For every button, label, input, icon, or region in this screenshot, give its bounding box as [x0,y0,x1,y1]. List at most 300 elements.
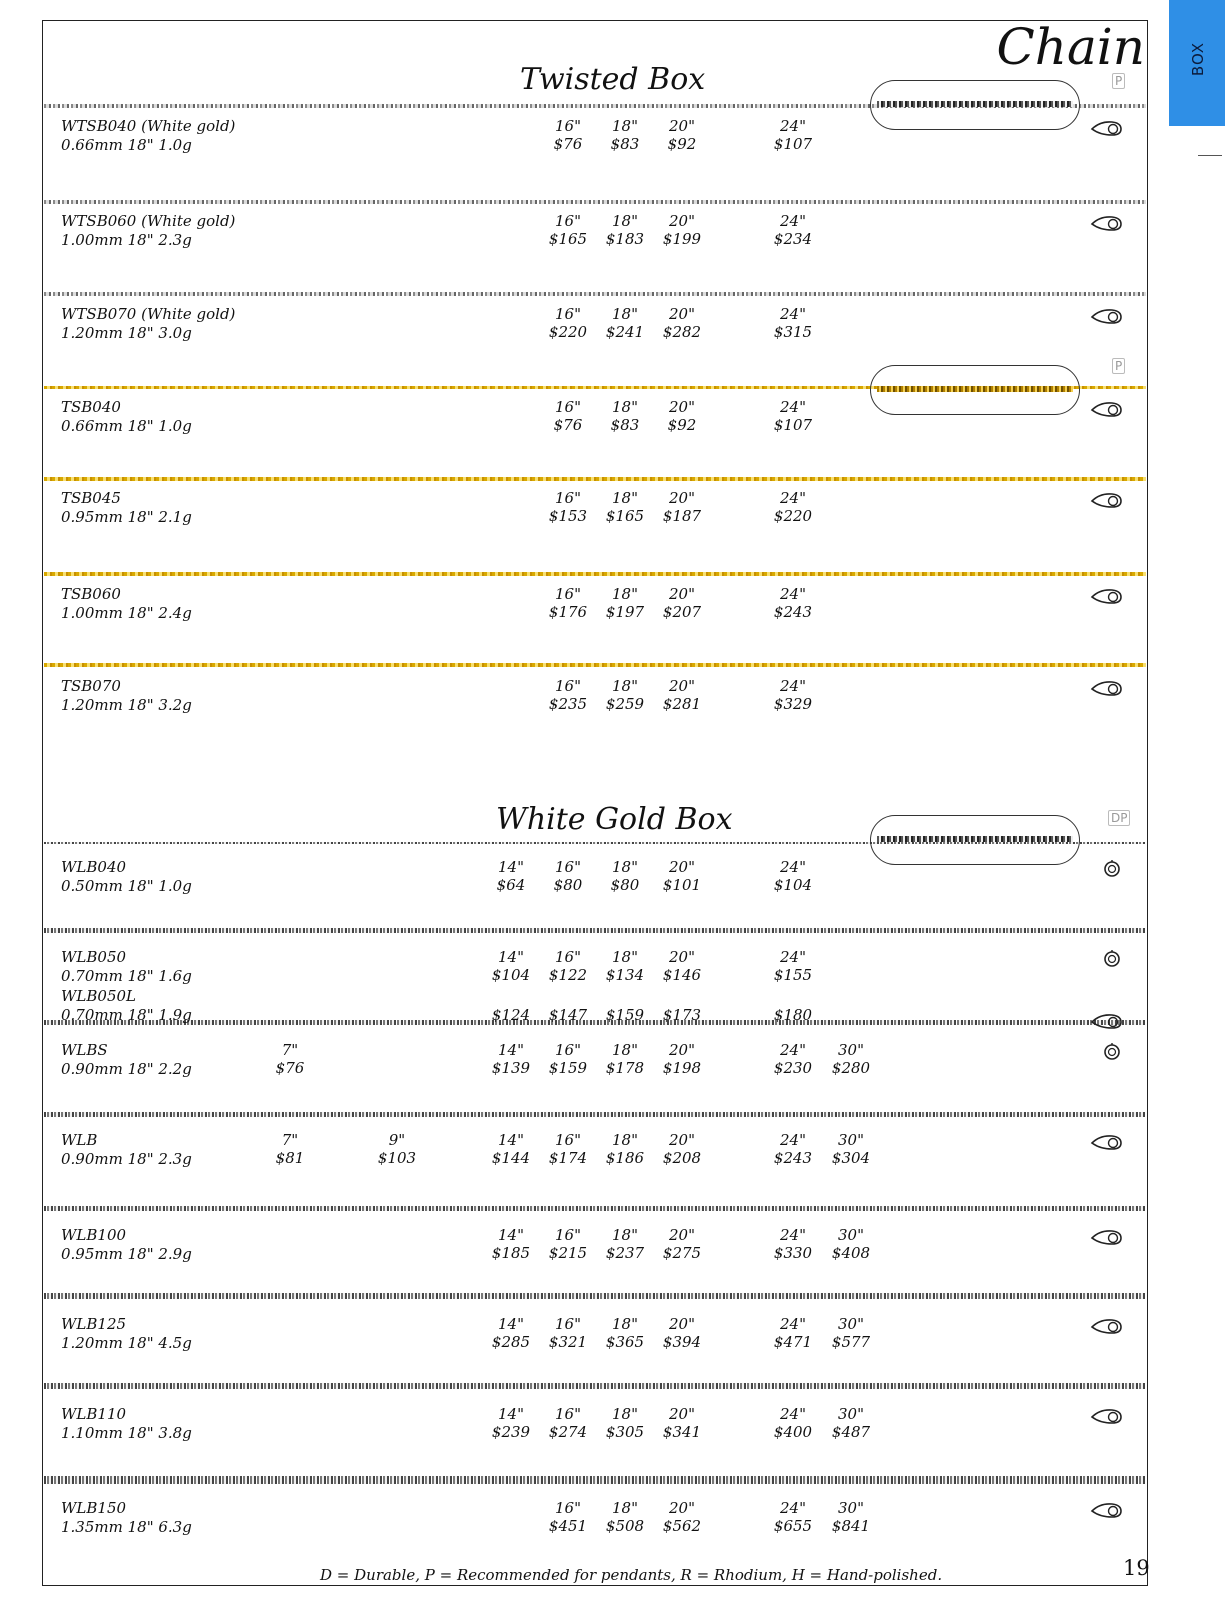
price-cell [538,1006,598,1024]
spring-ring-clasp-icon [1090,860,1124,878]
price-value: $220 [773,507,813,525]
product-spec: 1.20mm 18" 4.5g [61,1334,192,1352]
lobster-clasp-icon [1090,587,1124,605]
category-tab [1169,0,1225,126]
price-value: $107 [773,135,813,153]
price-value: $408 [831,1244,871,1262]
spring-ring-clasp-icon [1090,950,1124,968]
chain-strand [44,663,1146,667]
length-label: 24" [780,398,806,416]
price-value: $305 [605,1423,645,1441]
price-value: $186 [605,1149,645,1167]
length-label: 18" [612,1226,638,1244]
product-row [0,1405,1225,1445]
price-cell [652,677,712,713]
price-cell [763,1006,823,1024]
length-label: 16" [555,1131,581,1149]
section-title-twisted-box: Twisted Box [520,62,706,97]
price-value: $315 [773,323,813,341]
price-value: $176 [548,603,588,621]
price-cell [652,305,712,341]
page-title: Chain [996,18,1145,76]
length-label: 16" [555,489,581,507]
length-label: 24" [780,858,806,876]
price-cell [763,1499,823,1535]
price-cell [538,677,598,713]
price-cell [538,1315,598,1351]
price-value: $365 [605,1333,645,1351]
length-label: 24" [780,305,806,323]
product-spec: 0.95mm 18" 2.9g [61,1245,192,1263]
price-cell [821,1499,881,1535]
price-value: $165 [605,507,645,525]
product-spec: 0.66mm 18" 1.0g [61,136,192,154]
lobster-clasp-icon [1090,119,1124,137]
price-cell [763,858,823,894]
length-label: 18" [612,117,638,135]
price-cell [538,212,598,248]
lobster-clasp-icon [1090,400,1124,418]
price-value: $101 [662,876,702,894]
length-label: 30" [838,1131,864,1149]
price-value: $197 [605,603,645,621]
price-value: $64 [496,876,526,894]
price-value: $107 [773,416,813,434]
price-cell [652,489,712,525]
price-cell [595,398,655,434]
length-label: 20" [669,1226,695,1244]
price-cell [763,1131,823,1167]
length-label: 20" [669,1315,695,1333]
length-label: 20" [669,677,695,695]
price-cell [652,585,712,621]
price-cell [821,1315,881,1351]
price-cell [763,1405,823,1441]
product-code: WLBS [61,1041,108,1059]
price-cell [763,489,823,525]
chain-strand [44,1383,1146,1389]
length-label: 20" [669,489,695,507]
length-label: 18" [612,305,638,323]
price-value: $103 [377,1149,417,1167]
length-label: 18" [612,948,638,966]
chain-strand [44,1112,1146,1117]
length-label: 14" [498,1041,524,1059]
length-label: 16" [555,212,581,230]
product-code: WLB150 [61,1499,127,1517]
length-label: 16" [555,1315,581,1333]
length-label: 16" [555,305,581,323]
price-cell [652,1499,712,1535]
price-cell [538,1499,598,1535]
price-cell [260,1131,320,1167]
product-code: WTSB060 (White gold) [61,212,236,230]
product-row [0,1226,1225,1266]
length-label: 24" [780,1131,806,1149]
product-code: WLB [61,1131,98,1149]
length-label: 16" [555,117,581,135]
product-code: WLB050L [61,987,136,1005]
price-value: $159 [605,1006,645,1024]
price-cell [763,677,823,713]
price-value: $199 [662,230,702,248]
length-label: 16" [555,1041,581,1059]
length-label: 18" [612,398,638,416]
product-row [0,212,1225,252]
price-value: $237 [605,1244,645,1262]
product-row [0,1041,1225,1081]
price-value: $239 [491,1423,531,1441]
length-label: 9" [388,1131,406,1149]
length-label: 14" [498,1131,524,1149]
price-value: $208 [662,1149,702,1167]
length-label: 18" [612,1315,638,1333]
price-cell [652,1131,712,1167]
price-value: $841 [831,1517,871,1535]
price-value: $451 [548,1517,588,1535]
price-cell [595,1315,655,1351]
product-code: WLB040 [61,858,127,876]
price-value: $134 [605,966,645,984]
price-cell [260,1041,320,1077]
length-label: 24" [780,1405,806,1423]
chain-strand [44,477,1146,481]
price-cell [652,117,712,153]
product-spec: 1.20mm 18" 3.0g [61,324,192,342]
price-value: $165 [548,230,588,248]
product-code: WLB125 [61,1315,127,1333]
length-label: 24" [780,1041,806,1059]
price-value: $147 [548,1006,588,1024]
lobster-clasp-icon [1090,307,1124,325]
price-cell [481,1006,541,1024]
page-number: 19 [1123,1556,1150,1580]
lobster-clasp-icon [1090,1317,1124,1335]
price-cell [538,117,598,153]
section-badge: DP [1108,810,1130,826]
price-cell [538,1041,598,1077]
length-label: 18" [612,677,638,695]
price-value: $159 [548,1059,588,1077]
product-row [0,489,1225,529]
product-spec: 1.10mm 18" 3.8g [61,1424,192,1442]
price-cell [595,117,655,153]
length-label: 16" [555,948,581,966]
product-code: WLB110 [61,1405,127,1423]
price-value: $329 [773,695,813,713]
length-label: 14" [498,858,524,876]
product-spec: 0.90mm 18" 2.3g [61,1150,192,1168]
product-row [0,677,1225,717]
price-value: $139 [491,1059,531,1077]
price-value: $92 [667,135,697,153]
length-label: 20" [669,212,695,230]
product-code: TSB070 [61,677,121,695]
length-label: 20" [669,858,695,876]
price-cell [538,305,598,341]
price-value: $243 [773,1149,813,1167]
spring-ring-clasp-icon [1090,1043,1124,1061]
lobster-clasp-icon [1090,1133,1124,1151]
price-cell [595,1499,655,1535]
price-cell [652,858,712,894]
price-cell [652,948,712,984]
product-row [0,305,1225,345]
price-value: $321 [548,1333,588,1351]
price-value: $76 [553,135,583,153]
price-value: $122 [548,966,588,984]
chain-strand [44,1293,1146,1299]
length-label: 20" [669,398,695,416]
price-cell [595,1006,655,1024]
length-label: 24" [780,212,806,230]
price-value: $180 [773,1006,813,1024]
price-cell [595,1226,655,1262]
price-cell [481,1041,541,1077]
price-value: $341 [662,1423,702,1441]
price-cell [652,1315,712,1351]
product-spec: 0.70mm 18" 1.6g [61,967,192,985]
price-cell [481,1315,541,1351]
product-row [0,987,1225,1027]
price-value: $230 [773,1059,813,1077]
product-spec: 0.66mm 18" 1.0g [61,417,192,435]
section-title-white-gold-box: White Gold Box [496,802,733,837]
product-code: TSB045 [61,489,121,507]
lobster-clasp-icon [1090,1407,1124,1425]
price-value: $241 [605,323,645,341]
product-code: TSB060 [61,585,121,603]
price-value: $304 [831,1149,871,1167]
price-value: $207 [662,603,702,621]
length-label: 16" [555,858,581,876]
length-label: 30" [838,1405,864,1423]
length-label: 16" [555,1226,581,1244]
price-value: $274 [548,1423,588,1441]
product-row [0,948,1225,988]
price-value: $144 [491,1149,531,1167]
length-label: 16" [555,398,581,416]
length-label: 14" [498,1226,524,1244]
price-cell [821,1131,881,1167]
product-code: WTSB040 (White gold) [61,117,236,135]
price-cell [595,305,655,341]
product-row [0,1499,1225,1539]
length-label: 14" [498,1405,524,1423]
price-value: $275 [662,1244,702,1262]
price-cell [538,1131,598,1167]
section-badge: P [1112,73,1125,89]
product-row [0,117,1225,157]
product-spec: 1.35mm 18" 6.3g [61,1518,192,1536]
price-cell [652,212,712,248]
price-cell [821,1405,881,1441]
length-label: 30" [838,1041,864,1059]
length-label: 30" [838,1499,864,1517]
length-label: 24" [780,1315,806,1333]
price-value: $655 [773,1517,813,1535]
price-value: $80 [553,876,583,894]
price-cell [763,948,823,984]
chain-strand [44,292,1146,296]
price-cell [763,1315,823,1351]
price-cell [652,1405,712,1441]
price-value: $508 [605,1517,645,1535]
price-cell [481,948,541,984]
price-cell [652,1006,712,1024]
length-label: 30" [838,1315,864,1333]
price-cell [595,677,655,713]
price-cell [595,948,655,984]
price-cell [763,212,823,248]
price-value: $178 [605,1059,645,1077]
price-value: $146 [662,966,702,984]
price-value: $577 [831,1333,871,1351]
price-value: $259 [605,695,645,713]
product-spec: 1.00mm 18" 2.4g [61,604,192,622]
product-spec: 0.70mm 18" 1.9g [61,1006,192,1024]
length-label: 20" [669,1041,695,1059]
price-cell [652,398,712,434]
product-row [0,1131,1225,1171]
length-label: 24" [780,1499,806,1517]
length-label: 18" [612,585,638,603]
price-value: $173 [662,1006,702,1024]
price-value: $153 [548,507,588,525]
price-value: $83 [610,416,640,434]
product-spec: 1.00mm 18" 2.3g [61,231,192,249]
price-cell [595,1041,655,1077]
price-cell [652,1041,712,1077]
price-value: $243 [773,603,813,621]
price-value: $76 [275,1059,305,1077]
price-value: $155 [773,966,813,984]
tab-label: BOX [1189,41,1208,77]
price-cell [538,585,598,621]
price-value: $220 [548,323,588,341]
chain-strand [44,1476,1146,1484]
price-cell [481,1131,541,1167]
legend: D = Durable, P = Recommended for pendants, R = Rhodium, H = Hand-polished. [320,1566,943,1584]
length-label: 18" [612,1405,638,1423]
price-value: $285 [491,1333,531,1351]
price-cell [763,117,823,153]
length-label: 7" [281,1041,299,1059]
chain-strand [44,928,1146,933]
price-value: $124 [491,1006,531,1024]
length-label: 20" [669,948,695,966]
price-value: $215 [548,1244,588,1262]
price-cell [538,489,598,525]
price-value: $394 [662,1333,702,1351]
chain-strand [44,572,1146,576]
price-value: $280 [831,1059,871,1077]
product-code: WLB050 [61,948,127,966]
price-cell [821,1041,881,1077]
lobster-clasp-icon [1090,1501,1124,1519]
length-label: 18" [612,858,638,876]
price-cell [538,398,598,434]
price-value: $174 [548,1149,588,1167]
price-cell [538,1226,598,1262]
price-value: $81 [275,1149,305,1167]
price-value: $80 [610,876,640,894]
length-label: 20" [669,1499,695,1517]
product-row [0,858,1225,898]
length-label: 16" [555,1405,581,1423]
lobster-clasp-icon [1090,1228,1124,1246]
length-label: 24" [780,117,806,135]
length-label: 18" [612,1131,638,1149]
price-cell [763,585,823,621]
price-value: $487 [831,1423,871,1441]
price-value: $187 [662,507,702,525]
length-label: 16" [555,677,581,695]
price-cell [481,1226,541,1262]
length-label: 18" [612,1499,638,1517]
price-value: $104 [773,876,813,894]
price-cell [595,489,655,525]
price-cell [481,858,541,894]
lobster-clasp-icon [1090,679,1124,697]
price-value: $104 [491,966,531,984]
length-label: 30" [838,1226,864,1244]
length-label: 18" [612,489,638,507]
price-cell [538,948,598,984]
length-label: 18" [612,212,638,230]
price-value: $562 [662,1517,702,1535]
length-label: 16" [555,1499,581,1517]
price-value: $185 [491,1244,531,1262]
product-spec: 0.50mm 18" 1.0g [61,877,192,895]
product-spec: 0.90mm 18" 2.2g [61,1060,192,1078]
length-label: 16" [555,585,581,603]
price-value: $92 [667,416,697,434]
product-code: TSB040 [61,398,121,416]
price-value: $83 [610,135,640,153]
lobster-clasp-icon [1090,1012,1124,1030]
length-label: 24" [780,1226,806,1244]
product-row [0,1315,1225,1355]
price-cell [763,1041,823,1077]
price-cell [595,585,655,621]
length-label: 20" [669,1131,695,1149]
price-cell [367,1131,427,1167]
length-label: 14" [498,948,524,966]
product-spec: 1.20mm 18" 3.2g [61,696,192,714]
product-row [0,585,1225,625]
length-label: 24" [780,585,806,603]
chain-strand [44,1206,1146,1211]
price-cell [595,1131,655,1167]
pendant-badge: P [1112,358,1125,374]
length-label: 14" [498,1315,524,1333]
length-label: 24" [780,948,806,966]
price-value: $282 [662,323,702,341]
price-value: $234 [773,230,813,248]
price-cell [763,305,823,341]
price-cell [595,1405,655,1441]
price-cell [652,1226,712,1262]
product-row [0,398,1225,438]
price-cell [595,212,655,248]
price-cell [538,1405,598,1441]
length-label: 20" [669,1405,695,1423]
length-label: 7" [281,1131,299,1149]
price-cell [763,398,823,434]
price-cell [595,858,655,894]
chain-strand [44,200,1146,204]
